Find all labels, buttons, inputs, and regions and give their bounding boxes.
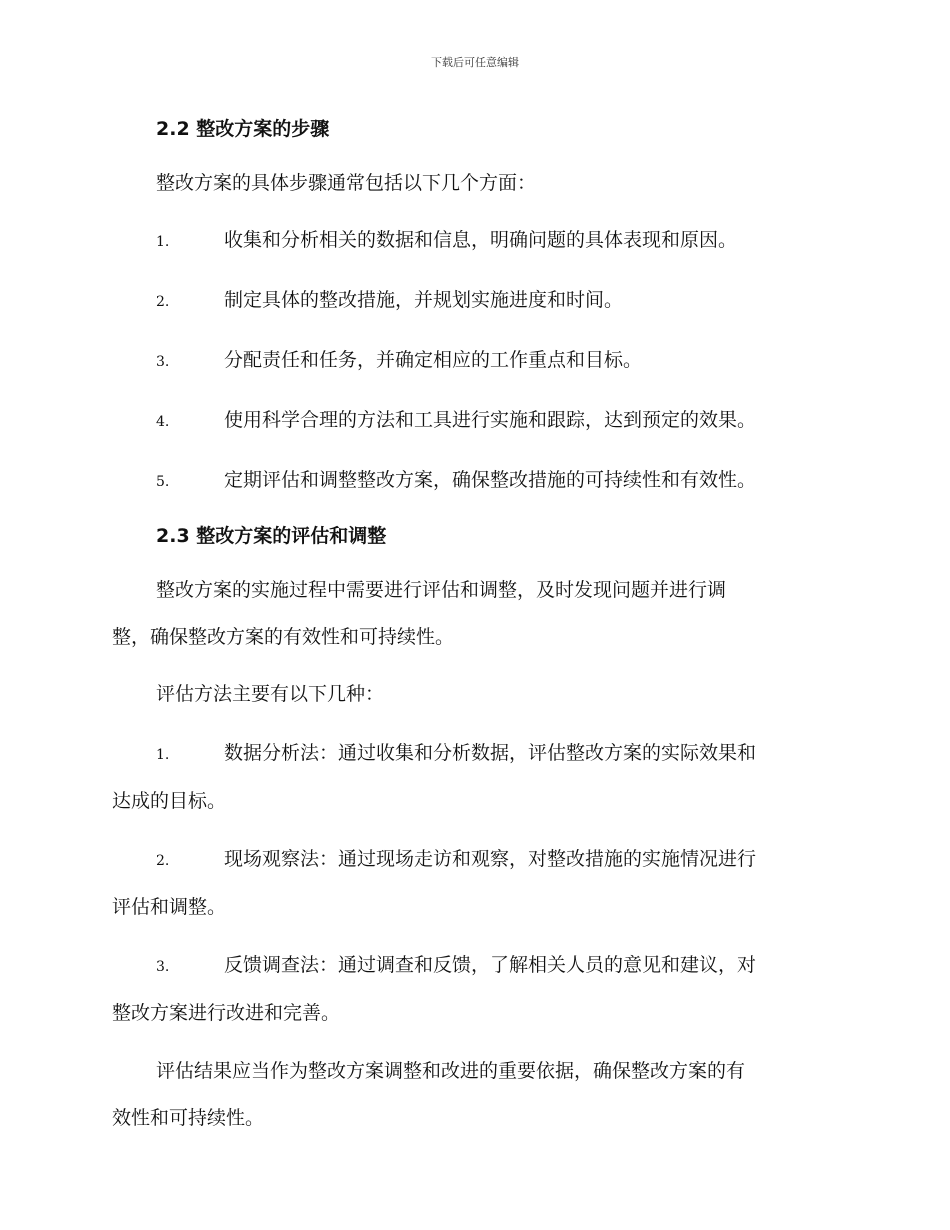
list-item — [112, 271, 832, 331]
section-2-3-paragraph — [112, 567, 832, 661]
list-number: 2. — [156, 294, 170, 310]
document-body — [112, 112, 832, 1142]
steps-list — [112, 211, 832, 511]
list-item — [112, 331, 832, 391]
list-number: 2. — [156, 853, 170, 869]
list-item — [112, 391, 832, 451]
paragraph-line: 评估结果应当作为整改方案调整和改进的重要依据，确保整改方案的有 — [156, 1060, 746, 1082]
list-number: 3. — [156, 354, 170, 370]
list-item — [112, 730, 832, 824]
list-text: 数据分析法：通过收集和分析数据，评估整改方案的实际效果和 — [224, 742, 757, 764]
list-text-continuation: 评估和调整。 — [112, 896, 227, 918]
section-heading-2-3: 2.3 整改方案的评估和调整 — [156, 525, 387, 547]
list-number: 3. — [156, 959, 170, 975]
section-heading-2-2: 2.2 整改方案的步骤 — [156, 118, 330, 140]
list-text: 制定具体的整改措施，并规划实施进度和时间。 — [224, 289, 624, 311]
list-number: 5. — [156, 474, 170, 490]
list-item — [112, 942, 832, 1036]
list-item — [112, 451, 832, 511]
list-text-continuation: 整改方案进行改进和完善。 — [112, 1002, 341, 1024]
list-number: 4. — [156, 414, 170, 430]
list-text: 使用科学合理的方法和工具进行实施和跟踪，达到预定的效果。 — [224, 409, 757, 431]
list-text: 定期评估和调整整改方案，确保整改措施的可持续性和有效性。 — [224, 469, 757, 491]
list-text: 收集和分析相关的数据和信息，明确问题的具体表现和原因。 — [224, 229, 738, 251]
list-item — [112, 836, 832, 930]
conclusion-paragraph — [112, 1048, 832, 1142]
list-text: 分配责任和任务，并确定相应的工作重点和目标。 — [224, 349, 643, 371]
list-text: 反馈调查法：通过调查和反馈，了解相关人员的意见和建议，对 — [224, 954, 757, 976]
list-text: 现场观察法：通过现场走访和观察，对整改措施的实施情况进行 — [224, 848, 757, 870]
section-2-2-intro: 整改方案的具体步骤通常包括以下几个方面： — [156, 172, 537, 194]
list-number: 1. — [156, 234, 170, 250]
paragraph-line: 整，确保整改方案的有效性和可持续性。 — [112, 626, 455, 648]
header-note: 下载后可任意编辑 — [431, 56, 519, 69]
list-text-continuation: 达成的目标。 — [112, 790, 227, 812]
section-2-3-intro: 评估方法主要有以下几种： — [156, 683, 385, 705]
list-item — [112, 211, 832, 271]
paragraph-line: 整改方案的实施过程中需要进行评估和调整，及时发现问题并进行调 — [156, 579, 727, 601]
list-number: 1. — [156, 747, 170, 763]
paragraph-line: 效性和可持续性。 — [112, 1107, 265, 1129]
